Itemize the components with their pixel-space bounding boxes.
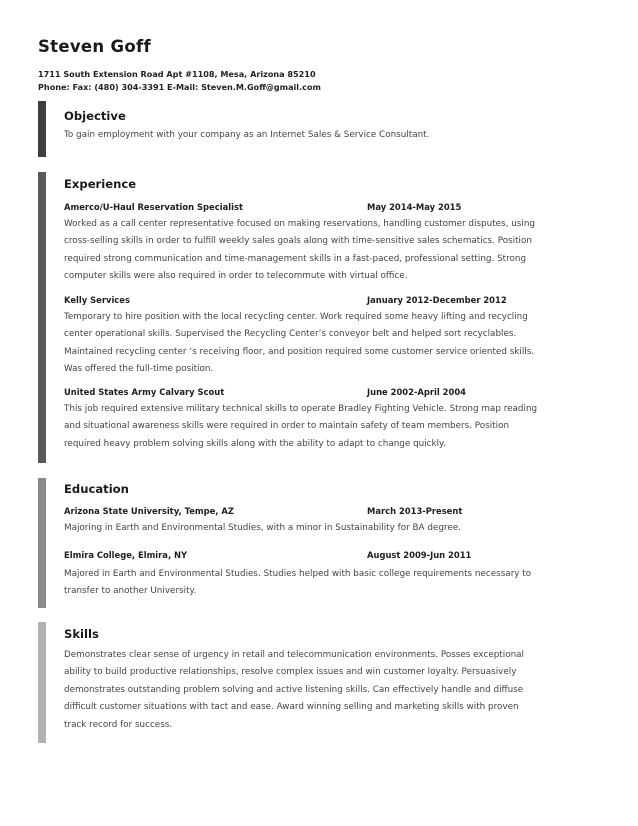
description-line: Majoring in Earth and Environmental Studies, with a minor in Sustainability for BA degree. [64,523,461,533]
education-section [64,482,610,496]
skills-accent-bar [38,622,46,743]
job-description [64,216,610,286]
description-line: computer skills were also required in order to telecommute with virtual office. [64,271,408,282]
description-line: and situational awareness skills were required in order to maintain safety of team members. Position [64,421,510,432]
experience-accent-bar [38,172,46,463]
description-line: Demonstrates clear sense of urgency in retail and telecommunication environments. Posses exceptional [64,650,524,660]
school-name: Elmira College, Elmira, NY [64,550,188,560]
description-line: difficult customer situations with tact and ease. Award winning selling and marketing skills with proven [64,702,519,713]
experience-heading: Experience [64,177,137,191]
experience-entry [64,387,610,453]
job-title: Kelly Services [64,295,130,305]
job-dates: June 2002-April 2004 [367,387,466,397]
education-heading: Education [64,482,129,496]
description-line: track record for success. [64,719,173,730]
job-dates: January 2012-December 2012 [367,295,507,305]
description-line: center operational skills. Supervised the Recycling Center’s conveyor belt and helped sort recyclables. [64,329,517,340]
applicant-name: Steven Goff [38,37,151,56]
objective-accent-bar [38,101,46,157]
description-line: Worked as a call center representative focused on making reservations, handling customer disputes, using [64,219,535,229]
school-dates: August 2009-Jun 2011 [367,550,472,560]
education-accent-bar [38,478,46,608]
school-description [64,520,610,537]
experience-section [64,177,610,191]
description-line: required strong communication and time-management skills in a fast-paced, professional setting. Strong [64,253,527,264]
description-line: ability to build productive relationships, resolve complex issues and win customer loyalty. Persuasively [64,667,517,678]
description-line: demonstrates outstanding problem solving and active listening skills. Can effectively handle and diffuse [64,684,524,695]
job-description [64,401,610,453]
objective-section [64,109,610,144]
description-line: cross-selling skills in order to fulfill weekly sales goals along with time-sensitive sales schematics. Position [64,236,532,247]
experience-entry [64,295,610,379]
description-line: This job required extensive military technical skills to operate Bradley Fighting Vehicle. Strong map reading [64,404,538,414]
skills-heading: Skills [64,627,99,641]
skills-section [64,627,610,734]
applicant-address: 1711 South Extension Road Apt #1108, Mesa, Arizona 85210 [38,69,316,79]
job-title: Amerco/U-Haul Reservation Specialist [64,202,243,212]
school-dates: March 2013-Present [367,506,463,516]
school-description [64,566,610,601]
objective-line: To gain employment with your company as an Internet Sales & Service Consultant. [64,130,430,140]
skills-description [64,647,610,734]
objective-text [64,127,610,144]
education-entry [64,506,610,537]
description-line: Majored in Earth and Environmental Studies. Studies helped with basic college requirements necessary to [64,569,532,579]
school-name: Arizona State University, Tempe, AZ [64,506,234,516]
description-line: Was offered the full-time position. [64,364,214,375]
description-line: Maintained recycling center ‘s receiving floor, and position required some customer service oriented skills. [64,346,535,357]
job-description [64,309,610,379]
description-line: transfer to another University. [64,586,197,597]
education-entry [64,550,610,601]
description-line: Temporary to hire position with the local recycling center. Work required some heavy lifting and recycling [64,312,528,322]
applicant-contact: Phone: Fax: (480) 304-3391 E-Mail: Steven.M.Goff@gmail.com [38,82,321,92]
job-dates: May 2014-May 2015 [367,202,462,212]
experience-entry [64,202,610,286]
objective-heading: Objective [64,109,126,123]
job-title: United States Army Calvary Scout [64,387,225,397]
description-line: required heavy problem solving skills along with the ability to adapt to change quickly. [64,438,446,449]
